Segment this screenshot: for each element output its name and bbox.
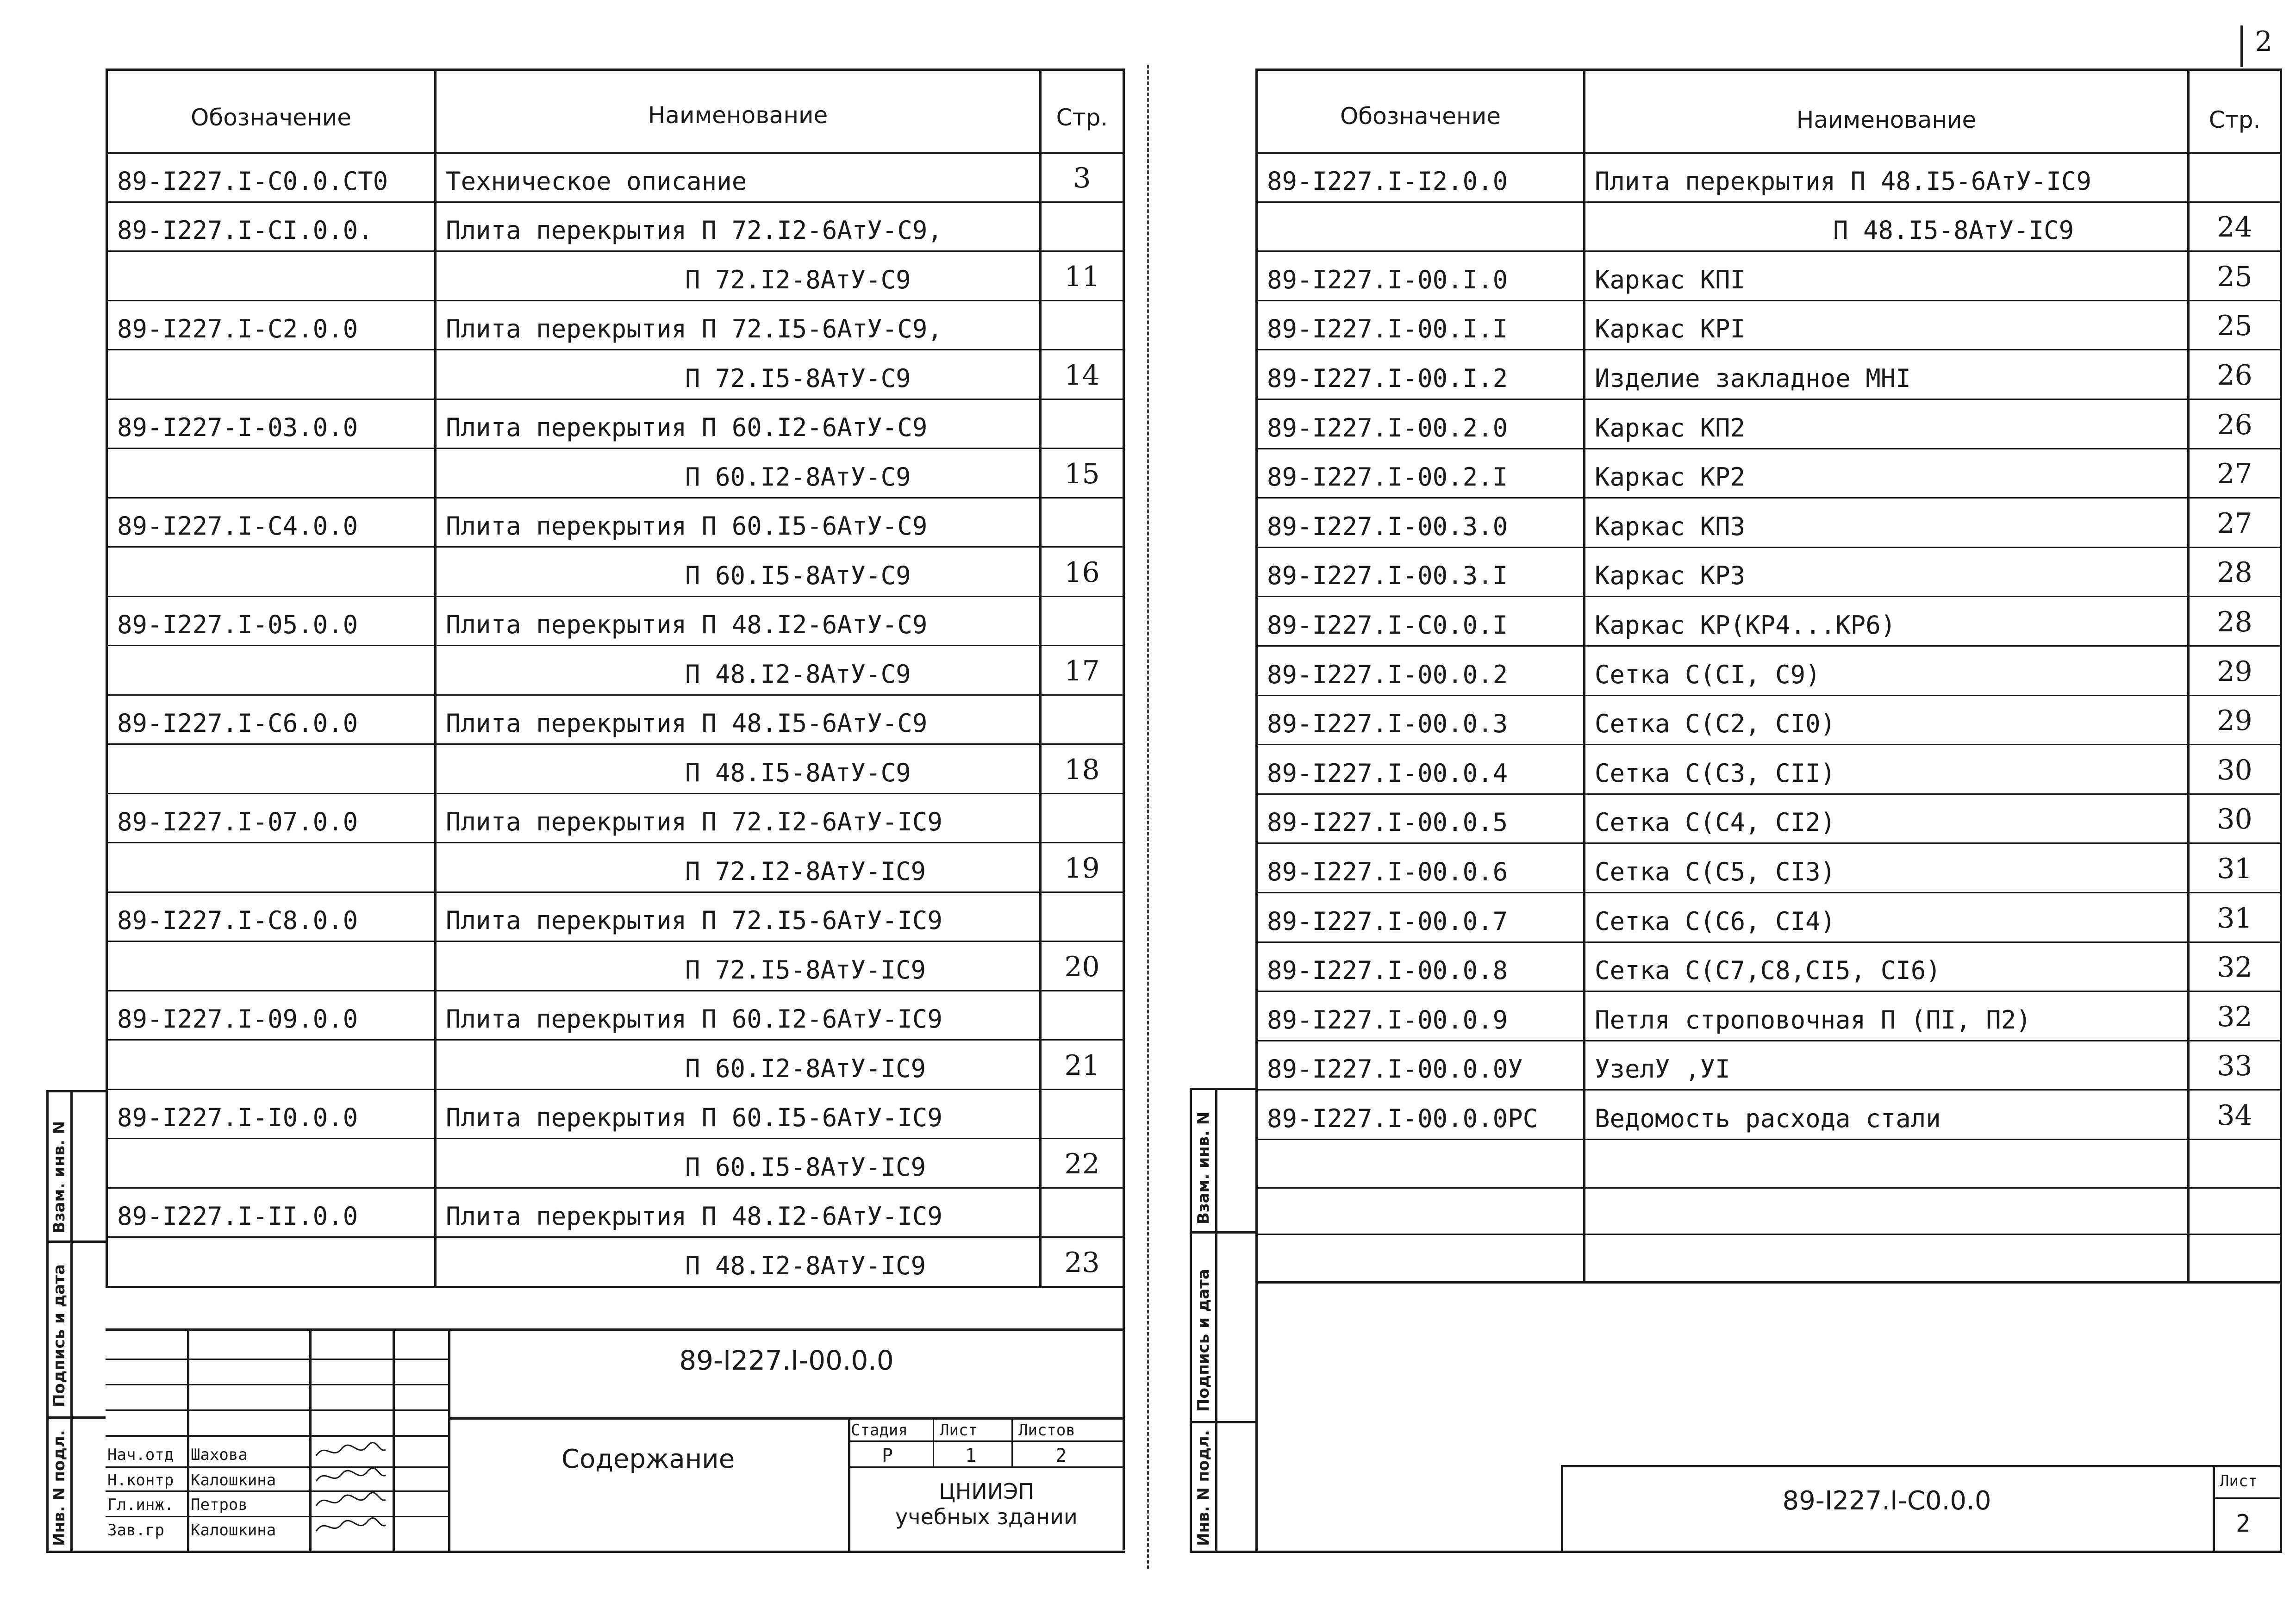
right-row-name: Сетка С(С5, CI3) [1595, 857, 1836, 886]
left-row-name: П 60.I5-8АтУ-IC9 [685, 1152, 926, 1182]
right-row-page: 26 [2217, 408, 2252, 441]
left-row-name: Плита перекрытия П 72.I2-6АтУ-IC9 [446, 807, 942, 837]
right-row-designation: 89-I227.I-00.0.6 [1267, 857, 1508, 886]
side-label-inv-zam: Взам. инв. N [50, 1121, 69, 1234]
left-row-name: Плита перекрытия П 48.I2-6АтУ-С9 [446, 610, 928, 640]
left-row-designation: 89-I227-I-03.0.0 [117, 413, 358, 443]
right-row-page: 27 [2217, 507, 2252, 540]
left-row-name: П 60.I2-8АтУ-IC9 [685, 1053, 926, 1083]
right-row-name: Каркас КП3 [1595, 511, 1746, 541]
left-row-name: П 72.I2-8АтУ-IC9 [685, 856, 926, 886]
left-row-page: 16 [1064, 556, 1100, 589]
right-row-page: 29 [2217, 704, 2252, 737]
left-row-page: 22 [1064, 1147, 1100, 1180]
right-row-designation: 89-I227.I-00.3.0 [1267, 511, 1508, 541]
left-row-page: 11 [1064, 260, 1100, 293]
header-page-right: Стр. [2209, 106, 2261, 133]
sheet-header: Лист [940, 1421, 978, 1440]
right-row-designation: 89-I227.I-00.0.4 [1267, 758, 1508, 788]
right-row-designation: 89-I227.I-00.0.2 [1267, 660, 1508, 689]
right-row-name: Сетка С(С6, CI4) [1595, 906, 1836, 936]
right-row-designation: 89-I227.I-00.0.9 [1267, 1005, 1508, 1035]
side-label-inv-zam-right: Взам. инв. N [1194, 1111, 1213, 1224]
left-row-name: П 48.I5-8АтУ-С9 [685, 758, 911, 787]
left-row-name: Плита перекрытия П 72.I5-6АтУ-IC9 [446, 906, 942, 935]
right-row-name: Петля строповочная П (ПI, П2) [1595, 1005, 2031, 1035]
header-name-right: Наименование [1796, 106, 1977, 133]
right-row-name: Изделие закладное МНI [1595, 364, 1911, 393]
right-row-page: 25 [2217, 310, 2252, 343]
org-line1: ЦНИИЭП [939, 1479, 1034, 1504]
signature-scribble [314, 1440, 388, 1465]
left-row-page: 20 [1064, 950, 1100, 983]
stage-header: Стадия [851, 1421, 908, 1440]
right-stamp-sheet: 2 [2236, 1510, 2251, 1538]
right-row-name: Сетка С(С2, CI0) [1595, 709, 1836, 739]
right-row-page: 26 [2217, 359, 2252, 392]
right-row-name: Каркас КПI [1595, 265, 1746, 294]
right-row-designation: 89-I227.I-00.I.I [1267, 314, 1508, 344]
left-row-designation: 89-I227.I-05.0.0 [117, 610, 358, 640]
left-row-name: П 60.I5-8АтУ-С9 [685, 561, 911, 590]
right-row-designation: 89-I227.I-00.0.5 [1267, 808, 1508, 837]
person-role: Н.контр [107, 1471, 174, 1490]
right-row-name: Сетка С(С3, CII) [1595, 758, 1836, 788]
right-row-designation: 89-I227.I-C0.0.I [1267, 611, 1508, 640]
left-row-designation: 89-I227.I-I0.0.0 [117, 1103, 358, 1133]
right-row-designation: 89-I227.I-00.0.3 [1267, 709, 1508, 739]
right-row-name: Каркас КР(КР4...КР6) [1595, 611, 1896, 640]
left-row-page: 14 [1064, 359, 1100, 392]
left-row-designation: 89-I227.I-CI.0.0. [117, 216, 373, 245]
left-row-name: Плита перекрытия П 60.I2-6АтУ-С9 [446, 413, 928, 443]
left-row-name: Плита перекрытия П 60.I5-6АтУ-IC9 [446, 1103, 942, 1133]
left-row-designation: 89-I227.I-C8.0.0 [117, 906, 358, 935]
right-row-designation: 89-I227.I-00.2.I [1267, 462, 1508, 492]
person-name: Петров [191, 1496, 248, 1514]
header-page: Стр. [1056, 104, 1108, 131]
left-row-name: Плита перекрытия П 48.I2-6АтУ-IC9 [446, 1202, 942, 1231]
right-row-page: 34 [2217, 1099, 2252, 1132]
side-label-sign-date-right: Подпись и дата [1194, 1269, 1213, 1412]
right-row-name: Сетка С(С4, CI2) [1595, 808, 1836, 837]
right-row-page: 30 [2217, 803, 2252, 836]
person-name: Калошкина [191, 1471, 276, 1490]
left-row-name: П 60.I2-8АтУ-С9 [685, 462, 911, 492]
sheets-header: Листов [1018, 1421, 1075, 1440]
right-row-designation: 89-I227.I-00.0.7 [1267, 906, 1508, 936]
right-row-page: 31 [2217, 902, 2252, 935]
right-row-page: 28 [2217, 556, 2252, 589]
left-row-page: 18 [1064, 753, 1100, 786]
left-row-page: 19 [1064, 852, 1100, 885]
left-row-name: Техническое описание [446, 166, 747, 196]
left-row-page: 17 [1064, 655, 1100, 687]
left-row-name: Плита перекрытия П 60.I2-6АтУ-IC9 [446, 1004, 942, 1034]
left-row-name: П 72.I5-8АтУ-С9 [685, 363, 911, 393]
signature-scribble [314, 1465, 388, 1490]
side-label-inv-podl-right: Инв. N подл. [1194, 1430, 1213, 1546]
right-row-page: 24 [2217, 211, 2252, 244]
right-row-page: 25 [2217, 260, 2252, 293]
right-row-designation: 89-I227.I-00.0.0РС [1267, 1104, 1538, 1133]
right-row-name: Каркас КП2 [1595, 413, 1746, 443]
right-stamp-sheet-header: Лист [2220, 1472, 2258, 1490]
left-row-name: П 72.I2-8АтУ-С9 [685, 265, 911, 294]
right-row-page: 27 [2217, 458, 2252, 491]
left-row-designation: 89-I227.I-C0.0.CT0 [117, 166, 388, 196]
center-separator [1147, 65, 1149, 1569]
sheet-number-top: 2 [2254, 25, 2273, 58]
right-row-page: 30 [2217, 754, 2252, 786]
right-row-designation: 89-I227.I-00.0.8 [1267, 956, 1508, 985]
right-row-name: Каркас КР3 [1595, 561, 1746, 591]
right-row-name: Плита перекрытия П 48.I5-6АтУ-IC9 [1595, 166, 2091, 196]
right-row-designation: 89-I227.I-00.3.I [1267, 561, 1508, 591]
person-role: Гл.инж. [107, 1496, 174, 1514]
right-row-name: Сетка С(С7,С8,CI5, CI6) [1595, 956, 1941, 985]
right-row-name: Ведомость расхода стали [1595, 1104, 1941, 1133]
left-row-name: Плита перекрытия П 60.I5-6АтУ-С9 [446, 511, 928, 541]
right-row-page: 29 [2217, 655, 2252, 688]
right-row-designation: 89-I227.I-I2.0.0 [1267, 166, 1508, 196]
side-label-sign-date: Подпись и дата [50, 1264, 69, 1407]
person-role: Нач.отд [107, 1446, 174, 1464]
left-row-designation: 89-I227.I-07.0.0 [117, 807, 358, 837]
left-row-designation: 89-I227.I-09.0.0 [117, 1004, 358, 1034]
sheets-value: 2 [1055, 1445, 1067, 1466]
right-row-designation: 89-I227.I-00.0.0У [1267, 1054, 1523, 1084]
sheet-value: 1 [965, 1445, 977, 1466]
person-name: Шахова [191, 1446, 248, 1464]
right-row-name: Каркас КРI [1595, 314, 1746, 344]
left-row-name: Плита перекрытия П 72.I2-6АтУ-С9, [446, 216, 942, 245]
left-row-designation: 89-I227.I-C6.0.0 [117, 709, 358, 738]
signature-scribble [314, 1515, 388, 1540]
header-designation-right: Обозначение [1340, 103, 1501, 130]
header-name: Наименование [648, 102, 828, 129]
left-row-name: Плита перекрытия П 72.I5-6АтУ-С9, [446, 314, 942, 344]
right-row-page: 32 [2217, 1000, 2252, 1033]
right-row-designation: 89-I227.I-00.I.2 [1267, 364, 1508, 393]
right-row-name: Каркас КР2 [1595, 462, 1746, 492]
signature-scribble [314, 1490, 388, 1515]
left-row-name: Плита перекрытия П 48.I5-6АтУ-С9 [446, 709, 928, 738]
doc-code: 89-I227.I-00.0.0 [679, 1345, 894, 1376]
right-row-designation: 89-I227.I-00.2.0 [1267, 413, 1508, 443]
left-row-designation: 89-I227.I-II.0.0 [117, 1202, 358, 1231]
left-row-page: 15 [1064, 457, 1100, 490]
right-row-name: УзелУ ,УI [1595, 1054, 1730, 1084]
left-row-designation: 89-I227.I-C2.0.0 [117, 314, 358, 344]
left-row-page: 21 [1064, 1049, 1100, 1082]
left-row-name: П 48.I2-8АтУ-С9 [685, 659, 911, 689]
right-row-page: 28 [2217, 606, 2252, 638]
right-row-name: П 48.I5-8АтУ-IC9 [1833, 216, 2074, 245]
right-row-page: 31 [2217, 853, 2252, 885]
left-row-page: 23 [1064, 1247, 1100, 1279]
left-row-name: П 48.I2-8АтУ-IC9 [685, 1251, 926, 1280]
left-row-name: П 72.I5-8АтУ-IC9 [685, 955, 926, 985]
stage-value: Р [882, 1445, 893, 1466]
org-line2: учебных здании [895, 1504, 1078, 1529]
person-name: Калошкина [191, 1521, 276, 1540]
right-row-page: 33 [2217, 1050, 2252, 1083]
person-role: Зав.гр [107, 1521, 164, 1540]
right-row-designation: 89-I227.I-00.I.0 [1267, 265, 1508, 294]
left-row-designation: 89-I227.I-C4.0.0 [117, 511, 358, 541]
side-label-inv-podl: Инв. N подл. [50, 1430, 69, 1546]
right-stamp-code: 89-I227.I-C0.0.0 [1782, 1486, 1991, 1516]
right-row-page: 32 [2217, 951, 2252, 984]
header-designation: Обозначение [191, 104, 351, 131]
doc-title: Содержание [561, 1444, 735, 1474]
right-row-name: Сетка С(CI, С9) [1595, 660, 1821, 689]
left-row-page: 3 [1073, 162, 1091, 194]
